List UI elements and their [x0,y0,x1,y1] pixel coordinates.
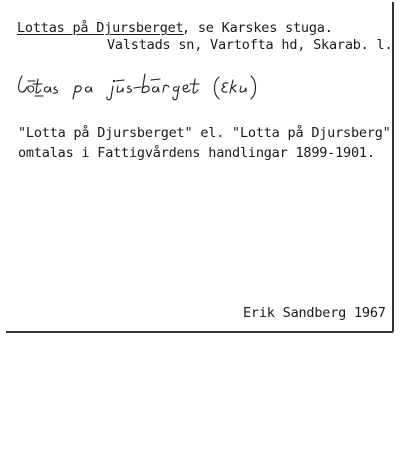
card-right-edge [392,2,394,332]
body-text-line-2: omtalas i Fattigvårdens handlingar 1899-1901. [18,145,375,161]
entry-reference: , se Karskes stuga. [182,20,333,36]
author-signature: Erik Sandberg 1967 [243,305,386,321]
entry-title: Lottas på Djursberget [17,20,184,36]
handwritten-note [14,66,294,102]
card-bottom-edge [6,331,393,333]
body-text-line-1: "Lotta på Djursberget" el. "Lotta på Djursberg" [18,125,391,141]
entry-location: Valstads sn, Vartofta hd, Skarab. l. [107,37,393,53]
